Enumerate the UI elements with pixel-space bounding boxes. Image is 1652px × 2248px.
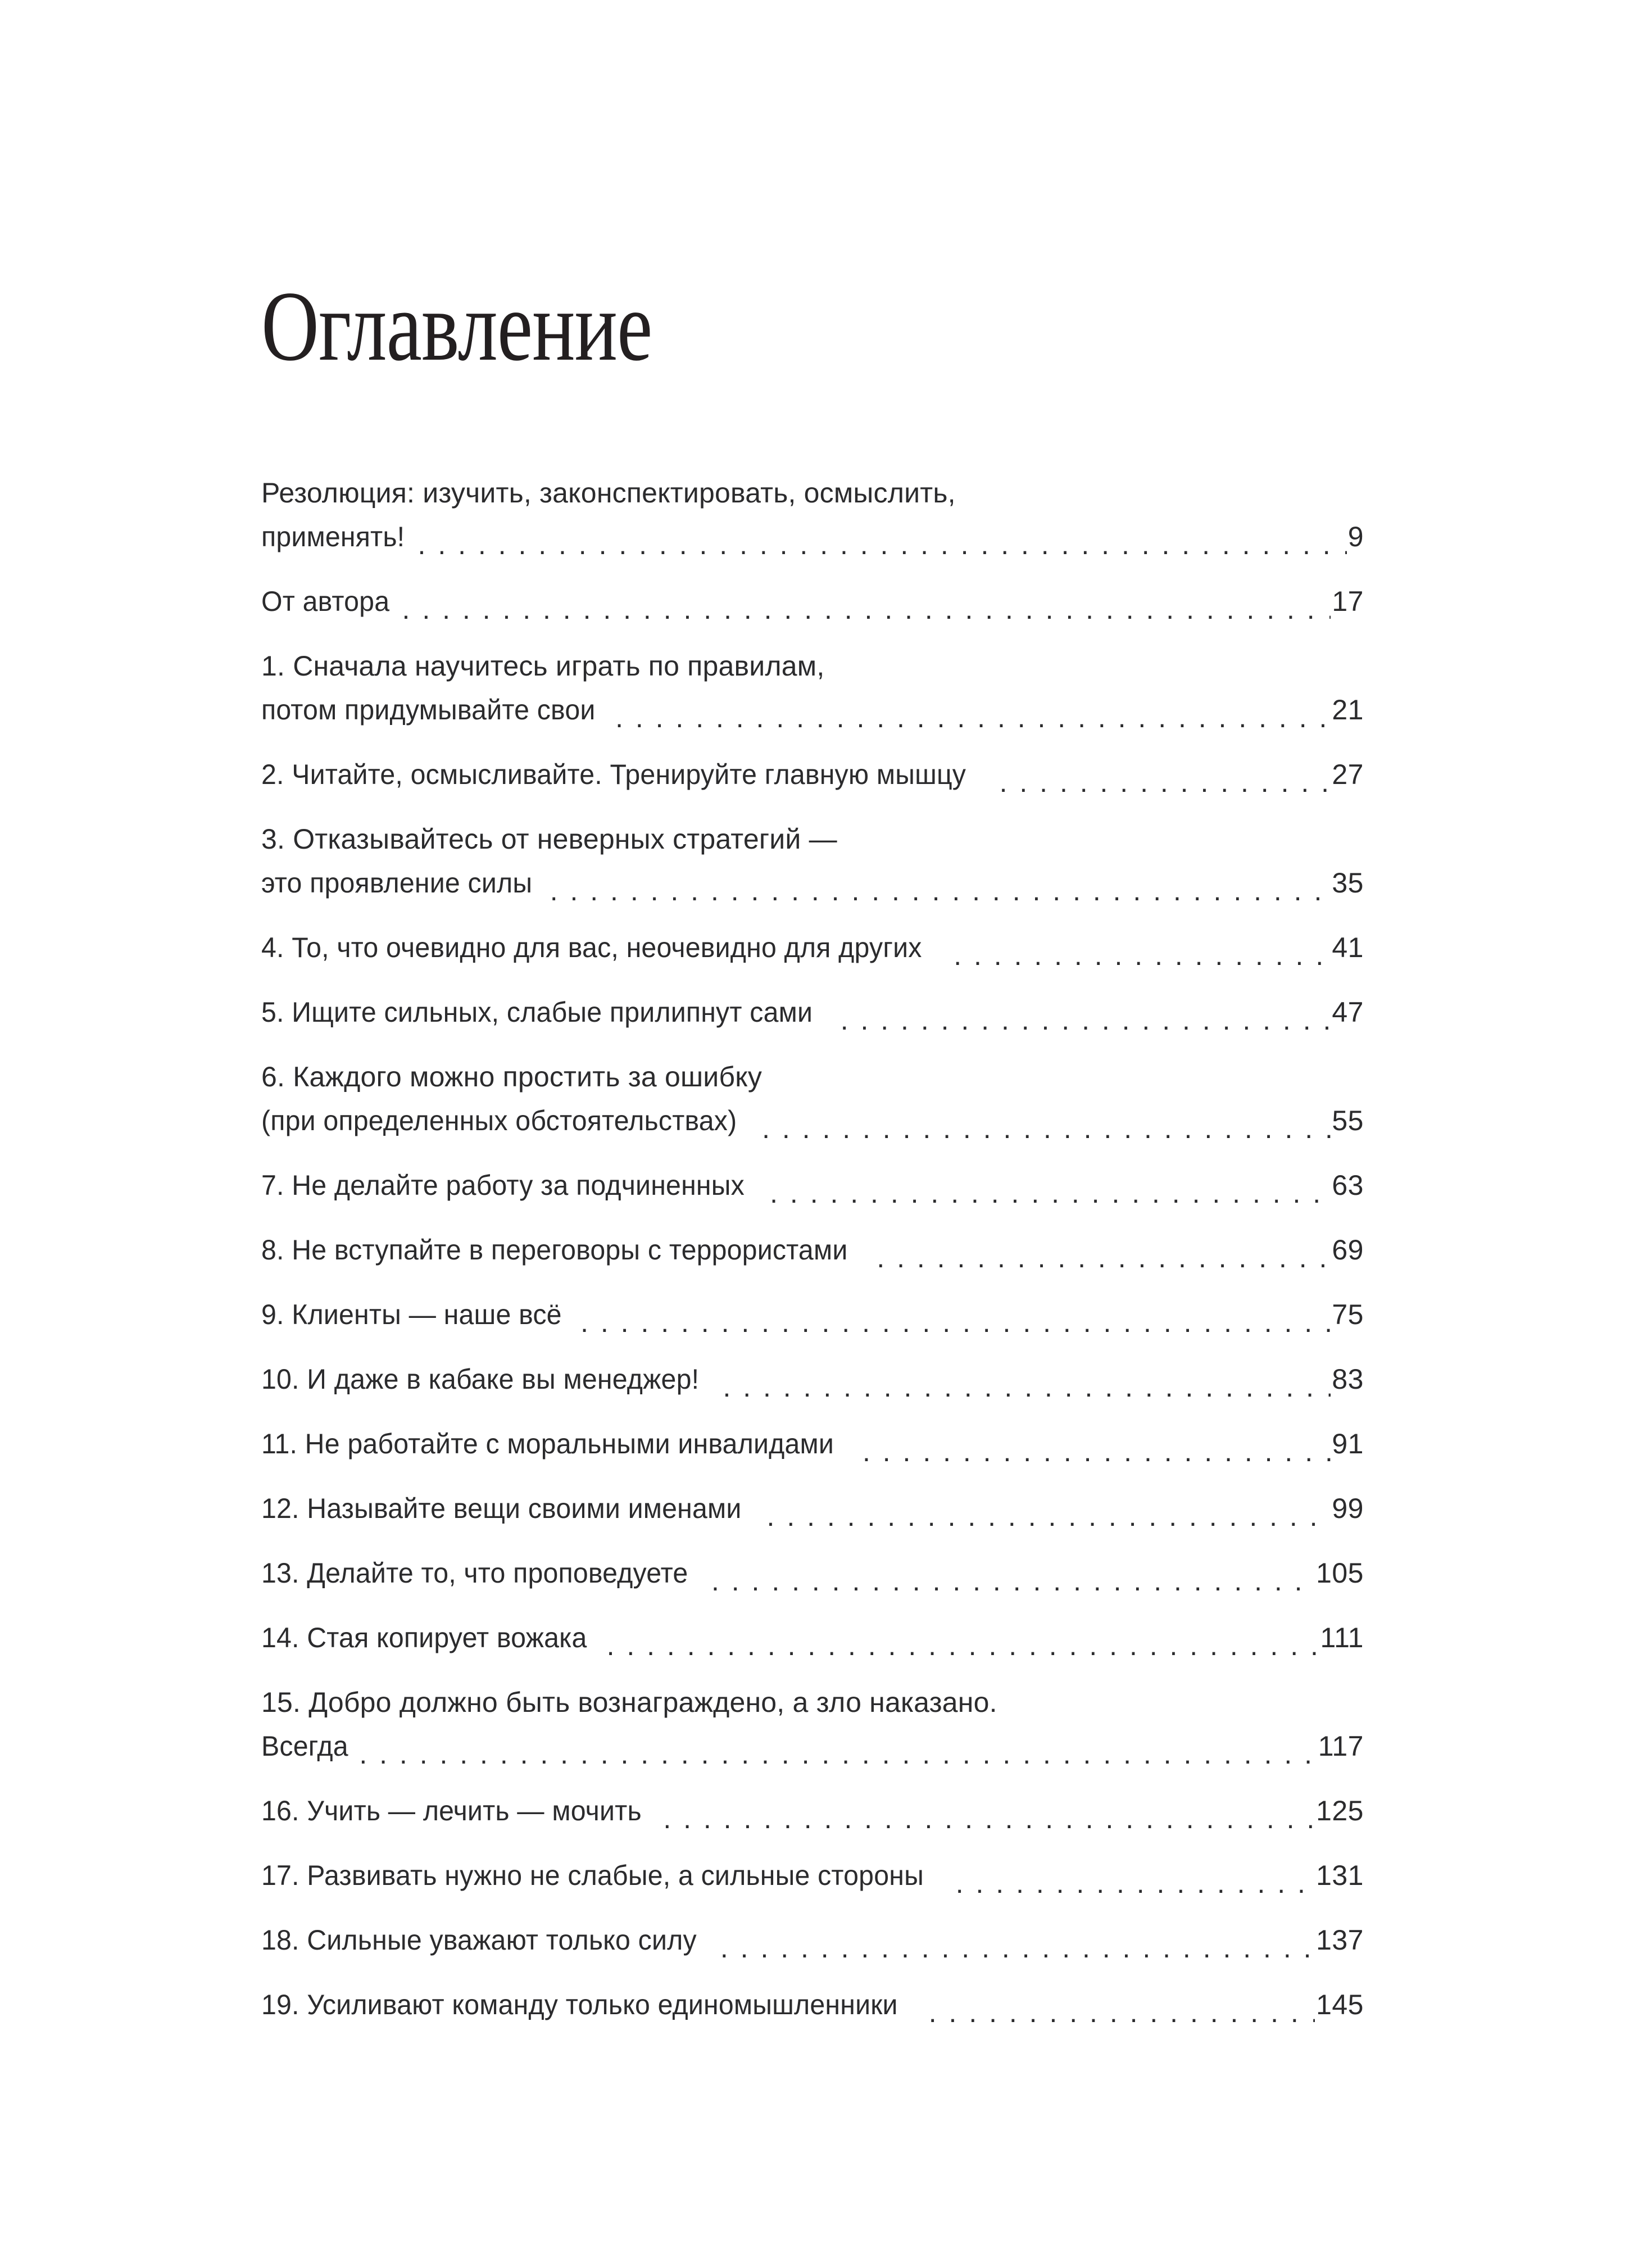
toc-entry-page-number: 63 — [1332, 1170, 1364, 1201]
toc-entry-page-number: 83 — [1332, 1363, 1364, 1395]
dot-leader — [615, 699, 1331, 732]
toc-entry-line-final — [261, 1724, 1364, 1768]
toc-entry-page-number: 75 — [1332, 1299, 1364, 1330]
toc-entry[interactable] — [261, 644, 1364, 732]
toc-entry-page-number: 111 — [1320, 1622, 1364, 1653]
dot-leader — [550, 872, 1331, 905]
toc-entry-line-final — [261, 688, 1364, 732]
dot-leader — [877, 1239, 1331, 1272]
toc-entry[interactable] — [261, 817, 1364, 905]
toc-entry-page-number: 99 — [1332, 1493, 1364, 1524]
toc-entry-label: 6. Каждого можно простить за ошибку — [261, 1061, 763, 1093]
toc-entry-label: Резолюция: изучить, законспектировать, осмыслить, — [261, 477, 956, 509]
toc-entry-line-final — [261, 1551, 1364, 1595]
toc-entry-label: 14. Стая копирует вожака — [261, 1622, 587, 1653]
toc-entry[interactable] — [261, 1163, 1364, 1207]
toc-entry-line-final — [261, 1422, 1364, 1466]
toc-entry[interactable] — [261, 1422, 1364, 1466]
toc-entry-line-final — [261, 579, 1364, 623]
toc-entry-line-wrapped — [261, 1680, 1364, 1724]
dot-leader — [711, 1562, 1315, 1595]
toc-entry-label: 7. Не делайте работу за подчиненных — [261, 1170, 745, 1201]
toc-entry-page-number: 47 — [1332, 996, 1364, 1028]
toc-entry-label: (при определенных обстоятельствах) — [261, 1105, 737, 1136]
page-title: Оглавление — [261, 270, 652, 382]
toc-entry-line-wrapped — [261, 471, 1364, 515]
toc-entry-line-final — [261, 753, 1364, 796]
dot-leader — [929, 1994, 1315, 2027]
toc-entry[interactable] — [261, 1983, 1364, 2027]
toc-entry-label: 10. И даже в кабаке вы менеджер! — [261, 1363, 700, 1395]
toc-entry-line-final — [261, 990, 1364, 1034]
toc-entry-line-final — [261, 1789, 1364, 1833]
dot-leader — [956, 1865, 1315, 1897]
toc-entry-line-final — [261, 1853, 1364, 1897]
toc-entry-line-final — [261, 1163, 1364, 1207]
toc-entry-line-final — [261, 1357, 1364, 1401]
toc-entry[interactable] — [261, 1228, 1364, 1272]
toc-entry-page-number: 105 — [1316, 1557, 1364, 1589]
toc-entry-label: 17. Развивать нужно не слабые, а сильные стороны — [261, 1860, 924, 1891]
toc-entry[interactable] — [261, 926, 1364, 969]
toc-entry[interactable] — [261, 1918, 1364, 1962]
toc-entry[interactable] — [261, 1055, 1364, 1143]
dot-leader — [767, 1498, 1331, 1530]
dot-leader — [607, 1627, 1319, 1660]
toc-entry-line-final — [261, 926, 1364, 969]
toc-entry-line-final — [261, 1486, 1364, 1530]
toc-entry-page-number: 21 — [1332, 694, 1364, 726]
toc-entry[interactable] — [261, 1789, 1364, 1833]
toc-entry-label: 8. Не вступайте в переговоры с террористами — [261, 1234, 848, 1266]
toc-entry-label: 3. Отказывайтесь от неверных стратегий — — [261, 823, 837, 855]
toc-entry-label: 12. Называйте вещи своими именами — [261, 1493, 742, 1524]
toc-entry[interactable] — [261, 1293, 1364, 1336]
toc-entry-label: 18. Сильные уважают только силу — [261, 1924, 697, 1956]
dot-leader — [359, 1735, 1317, 1768]
toc-entry-page-number: 137 — [1316, 1924, 1364, 1956]
dot-leader — [1000, 764, 1331, 796]
dot-leader — [580, 1304, 1331, 1336]
dot-leader — [762, 1110, 1331, 1143]
toc-entry-label: 9. Клиенты — наше всё — [261, 1299, 562, 1330]
toc-entry-label: потом придумывайте свои — [261, 694, 596, 726]
toc-entry[interactable] — [261, 471, 1364, 559]
dot-leader — [863, 1433, 1331, 1466]
toc-entry-page-number: 117 — [1318, 1730, 1364, 1762]
toc-entry-label: От автора — [261, 586, 390, 617]
toc-entry-line-final — [261, 1228, 1364, 1272]
toc-entry-line-final — [261, 1099, 1364, 1143]
table-of-contents-list — [261, 471, 1364, 2047]
toc-entry-label: 4. То, что очевидно для вас, неочевидно для других — [261, 932, 922, 963]
dot-leader — [770, 1175, 1331, 1207]
toc-entry-label: Всегда — [261, 1730, 348, 1762]
toc-entry-line-final — [261, 861, 1364, 905]
toc-entry-line-wrapped — [261, 817, 1364, 861]
toc-entry-line-wrapped — [261, 1055, 1364, 1099]
toc-entry-label: 19. Усиливают команду только единомышленники — [261, 1989, 898, 2020]
toc-entry-line-final — [261, 1293, 1364, 1336]
toc-entry-line-wrapped — [261, 644, 1364, 688]
toc-entry-page-number: 91 — [1332, 1428, 1364, 1460]
toc-entry[interactable] — [261, 1357, 1364, 1401]
toc-entry[interactable] — [261, 579, 1364, 623]
toc-entry[interactable] — [261, 1616, 1364, 1660]
toc-entry[interactable] — [261, 1853, 1364, 1897]
dot-leader — [402, 591, 1331, 623]
toc-entry[interactable] — [261, 990, 1364, 1034]
dot-leader — [723, 1368, 1331, 1401]
dot-leader — [841, 1001, 1331, 1034]
toc-entry-page-number: 27 — [1332, 759, 1364, 790]
toc-entry-label: 5. Ищите сильных, слабые прилипнут сами — [261, 996, 813, 1028]
toc-entry-label: применять! — [261, 521, 405, 552]
toc-entry-label: 2. Читайте, осмысливайте. Тренируйте главную мышцу — [261, 759, 966, 790]
toc-entry[interactable] — [261, 1551, 1364, 1595]
toc-entry-page-number: 35 — [1332, 867, 1364, 899]
toc-entry-page-number: 131 — [1316, 1860, 1364, 1891]
toc-entry-line-final — [261, 1616, 1364, 1660]
toc-entry-line-final — [261, 1918, 1364, 1962]
toc-entry-page-number: 125 — [1316, 1795, 1364, 1827]
toc-entry-label: 15. Добро должно быть вознаграждено, а зло наказано. — [261, 1687, 997, 1718]
toc-entry-label: 16. Учить — лечить — мочить — [261, 1795, 642, 1827]
toc-entry-line-final — [261, 515, 1364, 559]
dot-leader — [720, 1929, 1315, 1962]
toc-entry-page-number: 9 — [1347, 521, 1364, 552]
toc-entry-page-number: 145 — [1316, 1989, 1364, 2020]
toc-entry-page-number: 69 — [1332, 1234, 1364, 1266]
toc-entry-page-number: 41 — [1332, 932, 1364, 963]
toc-entry-page-number: 17 — [1332, 586, 1364, 617]
toc-entry-line-final — [261, 1983, 1364, 2027]
toc-entry-label: 13. Делайте то, что проповедуете — [261, 1557, 688, 1589]
toc-entry-label: 1. Сначала научитесь играть по правилам, — [261, 650, 825, 682]
toc-entry[interactable] — [261, 1486, 1364, 1530]
toc-entry[interactable] — [261, 753, 1364, 796]
dot-leader — [954, 937, 1331, 969]
dot-leader — [663, 1800, 1315, 1833]
dot-leader — [418, 526, 1347, 559]
toc-entry-label: это проявление силы — [261, 867, 533, 899]
toc-entry[interactable] — [261, 1680, 1364, 1768]
toc-entry-label: 11. Не работайте с моральными инвалидами — [261, 1428, 834, 1460]
toc-entry-page-number: 55 — [1332, 1105, 1364, 1136]
